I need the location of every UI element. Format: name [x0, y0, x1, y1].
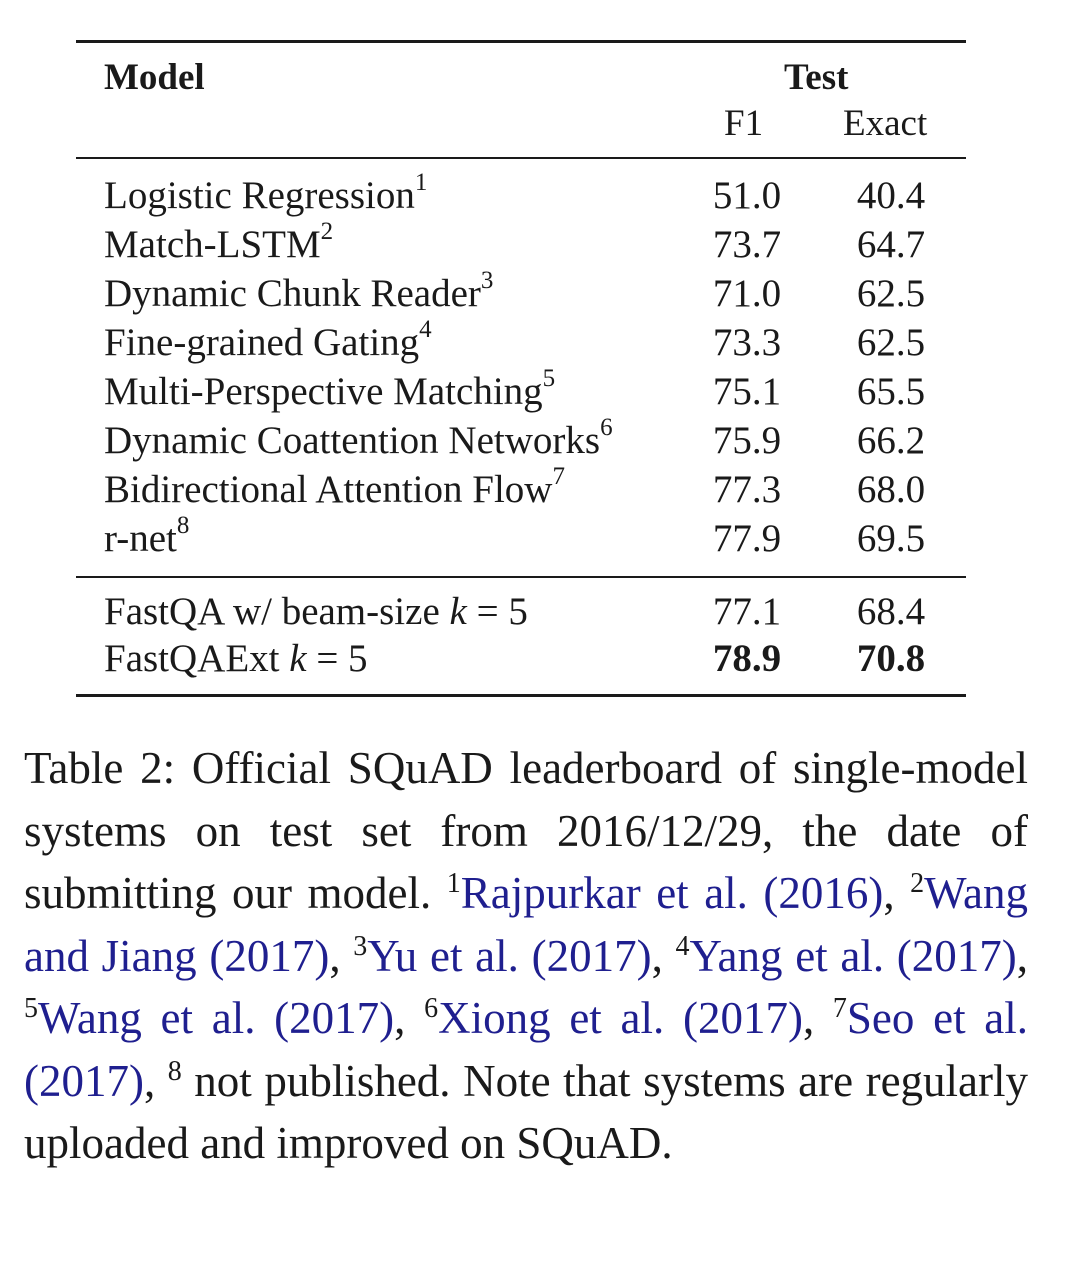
model-name: FastQA w/ beam-size k = 5 [104, 590, 528, 633]
exact-value: 62.5 [856, 321, 926, 364]
model-name: Logistic Regression$^1$ [104, 169, 428, 217]
model-name: Bidirectional Attention Flow$^7$ [104, 463, 565, 511]
f1-value: 73.7 [712, 223, 782, 266]
citation-link[interactable]: Yu et al. (2017) [367, 930, 652, 981]
model-name: Fine-grained Gating$^4$ [104, 316, 432, 364]
table-section-rule [76, 576, 966, 578]
table-header-rule [76, 157, 966, 159]
model-name: Multi-Perspective Matching$^5$ [104, 365, 556, 413]
exact-value: 40.4 [856, 174, 926, 217]
f1-value: 77.3 [712, 468, 782, 511]
table-row [0, 463, 1080, 514]
citation-link[interactable]: Wang et al. (2017) [38, 993, 395, 1043]
exact-value: 65.5 [856, 370, 926, 413]
model-name: r-net$^8$ [104, 512, 190, 560]
exact-value: 68.4 [856, 590, 926, 633]
table-caption: Table 2: Official SQuAD leaderboard of single-model systems on test set from 2016/12/29, the date of submitting our model. $^1$Rajpurkar et al. (2016), $^2$Wang and Jiang (2017), $^3$Yu et al. (2017), $^4$Yang et al. (2017), $^5$Wang et al. (2017), $^6$Xiong et al. (2017), $^7$Seo et al. (2017), $^8$ not published. Note that systems are regularly uploaded and improved on SQuAD. [24, 743, 1029, 1168]
table-row [0, 588, 1080, 636]
model-name: FastQAExt k = 5 [104, 637, 368, 680]
model-name: Match-LSTM$^2$ [104, 218, 334, 266]
f1-value: 51.0 [712, 174, 782, 217]
table-row [0, 635, 1080, 683]
table-row [0, 267, 1080, 318]
f1-value: 75.9 [712, 419, 782, 462]
table-row [0, 169, 1080, 220]
header-exact: Exact [843, 103, 928, 144]
f1-value: 73.3 [712, 321, 782, 364]
table-row [0, 316, 1080, 367]
f1-value: 77.9 [712, 517, 782, 560]
table-row [0, 512, 1080, 563]
exact-value: 66.2 [856, 419, 926, 462]
f1-value: 78.9 [712, 637, 782, 680]
f1-value: 71.0 [712, 272, 782, 315]
model-name: Dynamic Coattention Networks$^6$ [104, 414, 613, 462]
exact-value: 69.5 [856, 517, 926, 560]
citation-link[interactable]: Xiong et al. (2017) [438, 993, 803, 1043]
header-f1: F1 [724, 103, 764, 144]
citation-link[interactable]: Rajpurkar et al. (2016) [460, 868, 884, 918]
exact-value: 70.8 [856, 637, 926, 680]
exact-value: 68.0 [856, 468, 926, 511]
table-top-rule [76, 40, 966, 43]
citation-link[interactable]: Wang and Jiang (2017) [24, 868, 1029, 981]
header-model: Model [104, 57, 205, 98]
table-bottom-rule [76, 694, 966, 697]
f1-value: 75.1 [712, 370, 782, 413]
exact-value: 62.5 [856, 272, 926, 315]
exact-value: 64.7 [856, 223, 926, 266]
model-name: Dynamic Chunk Reader$^3$ [104, 267, 494, 315]
table-row [0, 414, 1080, 465]
citation-link[interactable]: Yang et al. (2017) [689, 930, 1017, 981]
table-row [0, 218, 1080, 269]
f1-value: 77.1 [712, 590, 782, 633]
table-row [0, 365, 1080, 416]
header-test: Test [784, 57, 849, 98]
citation-link[interactable]: Seo et al. (2017) [24, 993, 1029, 1106]
